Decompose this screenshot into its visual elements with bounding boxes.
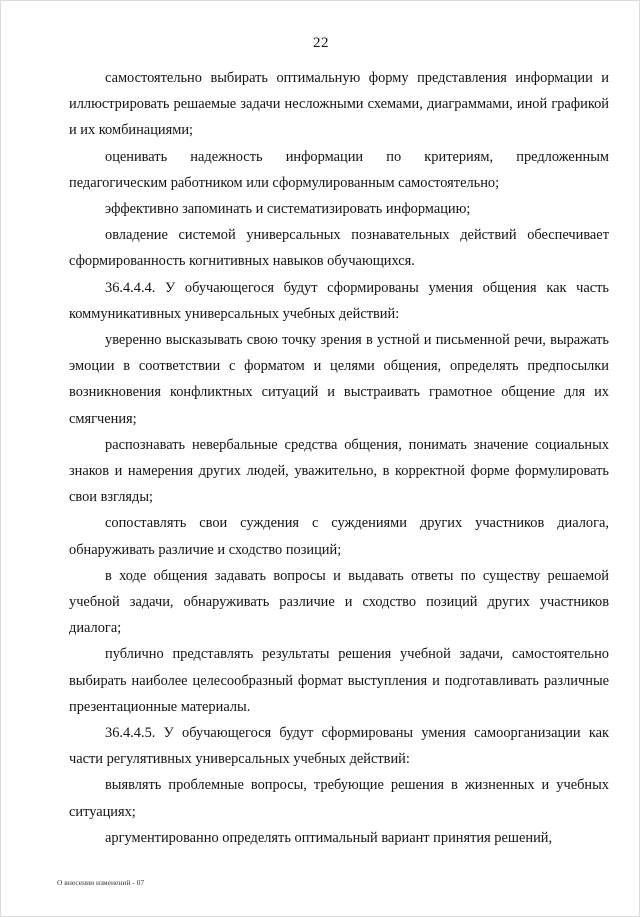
paragraph-9: в ходе общения задавать вопросы и выдавать ответы по существу решаемой учебной задачи, обнаруживать различие и сходство позиций других участников диалога; xyxy=(69,567,609,637)
paragraph-7: распознавать невербальные средства общения, понимать значение социальных знаков и намерения других людей, уважительно, в корректной форме формулировать свои взгляды; xyxy=(69,436,609,506)
paragraph-4: овладение системой универсальных познавательных действий обеспечивает сформированность когнитивных навыков обучающихся. xyxy=(69,227,609,270)
paragraph-6: уверенно высказывать свою точку зрения в устной и письменной речи, выражать эмоции в соответствии с форматом и целями общения, определять предпосылки возникновения конфликтных ситуаций и выстраивать грамотное общение для их смягчения; xyxy=(69,332,609,427)
paragraph-13: аргументированно определять оптимальный вариант принятия решений, xyxy=(105,829,553,846)
paragraph-10: публично представлять результаты решения учебной задачи, самостоятельно выбирать наиболее целесообразный формат выступления и подготавливать различные презентационные материалы. xyxy=(69,646,609,715)
paragraph-8: сопоставлять свои суждения с суждениями других участников диалога, обнаруживать различие и сходство позиций; xyxy=(69,515,609,558)
page-number: 22 xyxy=(313,35,329,51)
paragraph-2: оценивать надежность информации по критериям, предложенным педагогическим работником или сформулированным самостоятельно; xyxy=(69,148,609,191)
paragraph-section-36-4-4-5: 36.4.4.5. У обучающегося будут сформированы умения самоорганизации как части регулятивных универсальных учебных действий: xyxy=(69,725,609,768)
paragraph-section-36-4-4-4: 36.4.4.4. У обучающегося будут сформированы умения общения как часть коммуникативных универсальных учебных действий: xyxy=(69,279,609,322)
paragraph-1: самостоятельно выбирать оптимальную форму представления информации и иллюстрировать решаемые задачи несложными схемами, диаграммами, иной графикой и их комбинациями; xyxy=(69,70,609,139)
page-body xyxy=(69,65,609,851)
paragraph-3: эффективно запоминать и систематизировать информацию; xyxy=(105,201,471,218)
paragraph-12: выявлять проблемные вопросы, требующие решения в жизненных и учебных ситуациях; xyxy=(69,777,609,820)
footer-note: О внесении изменений - 07 xyxy=(57,878,145,887)
